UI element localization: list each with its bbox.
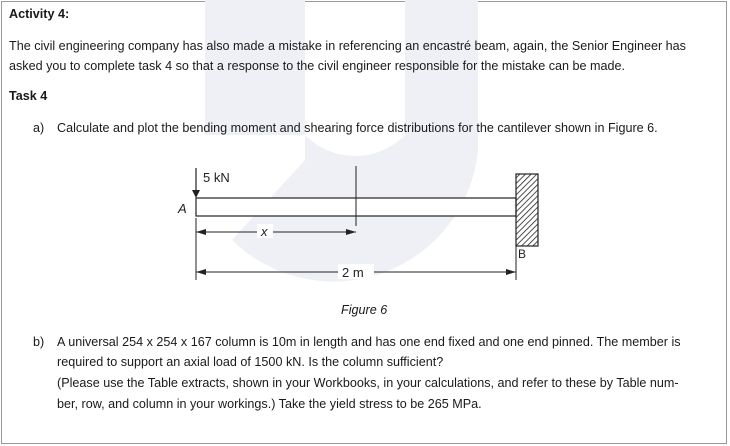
part-b-line-3: (Please use the Table extracts, shown in your Workbooks, in your calculations, and refer to these by Table num- [57,376,679,390]
part-a-text: Calculate and plot the bending moment and shearing force distributions for the cantilever shown in Figure 6. [57,121,658,135]
fixed-support-wall [516,174,538,246]
length-arrow-left [196,269,206,275]
task-heading: Task 4 [9,89,48,103]
part-b-line-4: ber, row, and column in your workings.) Take the yield stress to be 265 MPa. [57,397,482,411]
figure-caption: Figure 6 [341,303,388,317]
activity-title: Activity 4: [9,7,70,21]
load-label: 5 kN [203,170,230,185]
x-arrow-right [346,229,356,235]
cantilever-figure [160,160,560,290]
part-b-line-1: A universal 254 x 254 x 167 column is 10m in length and has one end fixed and one end pinned. The member is [57,335,681,349]
intro-line-1: The civil engineering company has also made a mistake in referencing an encastré beam, again, the Senior Engineer has [9,39,686,53]
part-b-line-2: required to support an axial load of 1500 kN. Is the column sufficient? [57,355,444,369]
part-b-marker: b) [33,335,45,349]
load-arrow-head [192,190,200,198]
end-a-label: A [178,201,187,216]
part-a-marker: a) [33,121,45,135]
end-b-label: B [518,247,527,261]
length-label: 2 m [342,265,364,280]
intro-line-2: asked you to complete task 4 so that a response to the civil engineer responsible for the mistake can be made. [9,59,626,73]
x-arrow-left [196,229,206,235]
x-label: x [261,224,268,239]
length-arrow-right [506,269,516,275]
